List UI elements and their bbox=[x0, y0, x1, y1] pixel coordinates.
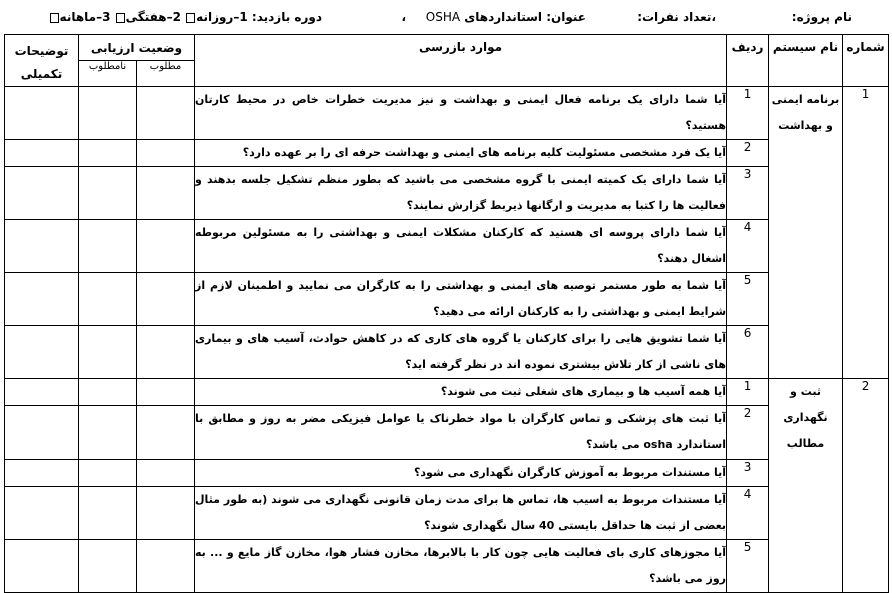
status-nok-cell[interactable] bbox=[79, 87, 137, 140]
status-nok-cell[interactable] bbox=[79, 167, 137, 220]
col-system-header: نام سیستم bbox=[769, 35, 843, 87]
inspection-item: آیا مستندات مربوط به آموزش کارگران نگهداری می شود؟ bbox=[195, 460, 727, 487]
notes-cell[interactable] bbox=[5, 87, 79, 140]
table-row bbox=[5, 220, 889, 273]
system-name-line: مطالب bbox=[786, 437, 825, 450]
section-number: 1 bbox=[843, 87, 889, 379]
status-ok-cell[interactable] bbox=[137, 540, 195, 593]
notes-cell[interactable] bbox=[5, 167, 79, 220]
inspection-item: آیا شما به طور مستمر توصیه های ایمنی و بهداشتی را به کارگران می نمایید و اطمینان لازم از شرایط ایمنی و بهداشتی را به کارکنان ارائه می دهید؟ bbox=[195, 273, 727, 326]
section-system-name bbox=[769, 87, 843, 379]
period-weekly-label: 2–هفتگی bbox=[125, 10, 181, 24]
status-ok-cell[interactable] bbox=[137, 167, 195, 220]
col-number-header: شماره bbox=[843, 35, 889, 87]
status-ok-cell[interactable] bbox=[137, 379, 195, 406]
notes-cell[interactable] bbox=[5, 140, 79, 167]
status-nok-cell[interactable] bbox=[79, 460, 137, 487]
visit-period-label: دوره بازدید: bbox=[251, 10, 322, 24]
status-nok-cell[interactable] bbox=[79, 487, 137, 540]
checklist-body bbox=[5, 87, 889, 593]
inspection-item: آیا مجوزهای کاری بای فعالیت هایی چون کار با بالابرها، مخازن فشار هوا، مخازن گاز مایع و ... به روز می باشد؟ bbox=[195, 540, 727, 593]
inspection-item: آیا شما دارای پروسه ای هستید که کارکنان مشکلات ایمنی و بهداشتی را به مسئولین مربوطه اشغال دهند؟ bbox=[195, 220, 727, 273]
inspection-item: آیا ثبت های پزشکی و تماس کارگران با مواد خطرناک یا عوامل فیزیکی مضر به روز و مطابق با استاندارد osha می باشد؟ bbox=[195, 406, 727, 460]
table-row bbox=[5, 406, 889, 460]
inspection-item: آیا همه آسیب ها و بیماری های شغلی ثبت می شوند؟ bbox=[195, 379, 727, 406]
row-index: 1 bbox=[727, 379, 769, 406]
notes-cell[interactable] bbox=[5, 540, 79, 593]
system-name-line: برنامه ایمنی bbox=[771, 93, 840, 106]
row-index: 5 bbox=[727, 273, 769, 326]
table-row bbox=[5, 326, 889, 379]
col-status-nok-header: نامطلوب bbox=[79, 61, 137, 87]
row-index: 3 bbox=[727, 460, 769, 487]
system-name-line: و بهداشت bbox=[778, 119, 833, 132]
table-row bbox=[5, 273, 889, 326]
notes-cell[interactable] bbox=[5, 460, 79, 487]
col-row-header: ردیف bbox=[727, 35, 769, 87]
period-weekly-checkbox[interactable] bbox=[116, 13, 125, 23]
status-nok-cell[interactable] bbox=[79, 406, 137, 460]
col-status-ok-header: مطلوب bbox=[137, 61, 195, 87]
table-row bbox=[5, 167, 889, 220]
row-index: 1 bbox=[727, 87, 769, 140]
period-monthly-label: 3–ماهانه bbox=[59, 10, 111, 24]
inspection-checklist-table bbox=[4, 34, 889, 593]
status-ok-cell[interactable] bbox=[137, 460, 195, 487]
status-ok-cell[interactable] bbox=[137, 220, 195, 273]
title-standard: OSHA bbox=[425, 10, 461, 24]
section-system-name bbox=[769, 379, 843, 593]
status-ok-cell[interactable] bbox=[137, 487, 195, 540]
col-items-header: موارد بازرسی bbox=[195, 35, 727, 87]
section-number: 2 bbox=[843, 379, 889, 593]
status-ok-cell[interactable] bbox=[137, 87, 195, 140]
col-notes-header: توضیحات تکمیلی bbox=[5, 35, 79, 87]
period-monthly-checkbox[interactable] bbox=[50, 13, 59, 23]
notes-cell[interactable] bbox=[5, 220, 79, 273]
table-row bbox=[5, 487, 889, 540]
col-status-header: وضعیت ارزیابی bbox=[79, 35, 195, 61]
table-row bbox=[5, 379, 889, 406]
table-row bbox=[5, 540, 889, 593]
status-ok-cell[interactable] bbox=[137, 406, 195, 460]
status-nok-cell[interactable] bbox=[79, 379, 137, 406]
inspection-item: آیا مستندات مربوط به اسیب ها، تماس ها برای مدت زمان قانونی نگهداری می شوند (به طور مثال بعضی از ثبت ها حداقل بایستی 40 سال نگهداری شوند؟ bbox=[195, 487, 727, 540]
form-header bbox=[0, 0, 892, 34]
notes-cell[interactable] bbox=[5, 326, 79, 379]
period-daily-checkbox[interactable] bbox=[186, 13, 195, 23]
table-row bbox=[5, 460, 889, 487]
header-separator: ، bbox=[401, 10, 406, 24]
status-ok-cell[interactable] bbox=[137, 140, 195, 167]
row-index: 4 bbox=[727, 487, 769, 540]
inspection-item: آیا شما دارای یک کمیته ایمنی با گروه مشخصی می باشید که بطور منظم تشکیل جلسه بدهند و فعالیت ها را کتبا به مدیریت و ارگانها ذیربط گزارش نمایند؟ bbox=[195, 167, 727, 220]
status-nok-cell[interactable] bbox=[79, 326, 137, 379]
status-nok-cell[interactable] bbox=[79, 540, 137, 593]
row-index: 2 bbox=[727, 406, 769, 460]
row-index: 4 bbox=[727, 220, 769, 273]
notes-cell[interactable] bbox=[5, 273, 79, 326]
title-label-text: عنوان: استانداردهای bbox=[464, 10, 586, 24]
status-nok-cell[interactable] bbox=[79, 273, 137, 326]
table-row bbox=[5, 87, 889, 140]
period-daily-label: 1–روزانه bbox=[196, 10, 248, 24]
row-index: 5 bbox=[727, 540, 769, 593]
status-ok-cell[interactable] bbox=[137, 273, 195, 326]
inspection-item: آیا یک فرد مشخصی مسئولیت کلیه برنامه های ایمنی و بهداشت حرفه ای را بر عهده دارد؟ bbox=[195, 140, 727, 167]
notes-cell[interactable] bbox=[5, 379, 79, 406]
row-index: 2 bbox=[727, 140, 769, 167]
notes-cell[interactable] bbox=[5, 487, 79, 540]
table-row bbox=[5, 140, 889, 167]
inspection-item: آیا شما دارای یک برنامه فعال ایمنی و بهداشت و نیز مدیریت خطرات خاص در محیط کارتان هستید؟ bbox=[195, 87, 727, 140]
row-index: 6 bbox=[727, 326, 769, 379]
notes-cell[interactable] bbox=[5, 406, 79, 460]
system-name-line: نگهداری bbox=[783, 411, 828, 424]
visit-period bbox=[49, 10, 322, 24]
row-index: 3 bbox=[727, 167, 769, 220]
status-ok-cell[interactable] bbox=[137, 326, 195, 379]
project-name-label: نام پروژه: bbox=[791, 10, 852, 24]
staff-count-label: ،تعداد نفرات: bbox=[637, 10, 716, 24]
title-label bbox=[426, 10, 586, 24]
status-nok-cell[interactable] bbox=[79, 220, 137, 273]
status-nok-cell[interactable] bbox=[79, 140, 137, 167]
system-name-line: ثبت و bbox=[790, 385, 821, 398]
inspection-item: آیا شما تشویق هایی را برای کارکنان یا گروه های کاری که در کاهش حوادث، آسیب های و بیماری های ناشی از کار تلاش بیشتری نموده اند در نظر گرفته اید؟ bbox=[195, 326, 727, 379]
